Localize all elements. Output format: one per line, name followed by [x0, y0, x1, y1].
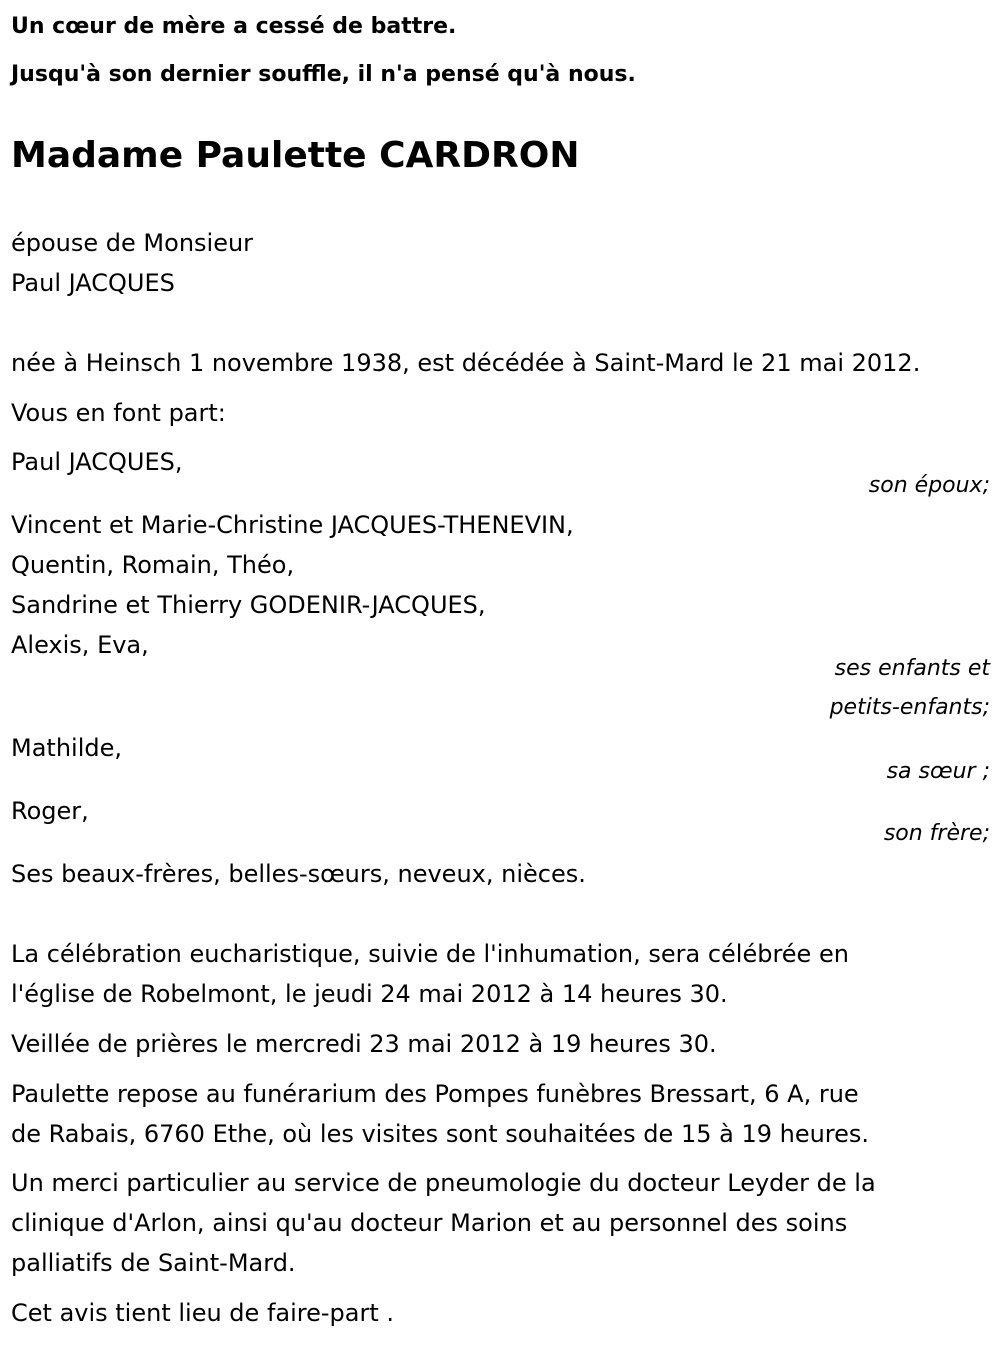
- thanks-line-2: clinique d'Arlon, ainsi qu'au docteur Marion et au personnel des soins: [11, 1209, 848, 1237]
- thanks-line-1: Un merci particulier au service de pneumologie du docteur Leyder de la: [11, 1169, 876, 1197]
- announcement-intro: Vous en font part:: [11, 399, 226, 427]
- rest-line-1: Paulette repose au funérarium des Pompes funèbres Bressart, 6 A, rue: [11, 1080, 859, 1108]
- relation-label: petits-enfants;: [829, 695, 990, 720]
- closing-line: Cet avis tient lieu de faire-part .: [11, 1299, 395, 1327]
- family-name-line: Paul JACQUES,: [11, 448, 183, 476]
- spouse-line-1: épouse de Monsieur: [11, 229, 254, 257]
- spouse-line-2: Paul JACQUES: [11, 269, 175, 297]
- intro-line-1: Un cœur de mère a cessé de battre.: [11, 14, 457, 39]
- vigil-line: Veillée de prières le mercredi 23 mai 2012 à 19 heures 30.: [11, 1030, 717, 1058]
- relation-label: son frère;: [883, 821, 990, 846]
- relation-label: son époux;: [868, 473, 990, 498]
- family-name-line: Vincent et Marie-Christine JACQUES-THENEVIN,: [11, 511, 574, 539]
- family-name-line: Quentin, Romain, Théo,: [11, 551, 295, 579]
- family-name-line: Sandrine et Thierry GODENIR-JACQUES,: [11, 591, 486, 619]
- family-name-line: Mathilde,: [11, 734, 122, 762]
- obituary-notice: [11, 0, 990, 1347]
- birth-death-line: née à Heinsch 1 novembre 1938, est décédée à Saint-Mard le 21 mai 2012.: [11, 349, 921, 377]
- celebration-line-2: l'église de Robelmont, le jeudi 24 mai 2012 à 14 heures 30.: [11, 980, 728, 1008]
- celebration-line-1: La célébration eucharistique, suivie de l'inhumation, sera célébrée en: [11, 940, 849, 968]
- extended-family-line: Ses beaux-frères, belles-sœurs, neveux, nièces.: [11, 860, 586, 888]
- relation-label: sa sœur ;: [886, 759, 990, 784]
- intro-line-2: Jusqu'à son dernier souffle, il n'a pensé qu'à nous.: [11, 62, 636, 87]
- thanks-line-3: palliatifs de Saint-Mard.: [11, 1249, 296, 1277]
- family-name-line: Roger,: [11, 797, 89, 825]
- relation-label: ses enfants et: [834, 656, 990, 681]
- deceased-name: Madame Paulette CARDRON: [11, 135, 580, 176]
- rest-line-2: de Rabais, 6760 Ethe, où les visites sont souhaitées de 15 à 19 heures.: [11, 1120, 870, 1148]
- family-name-line: Alexis, Eva,: [11, 631, 149, 659]
